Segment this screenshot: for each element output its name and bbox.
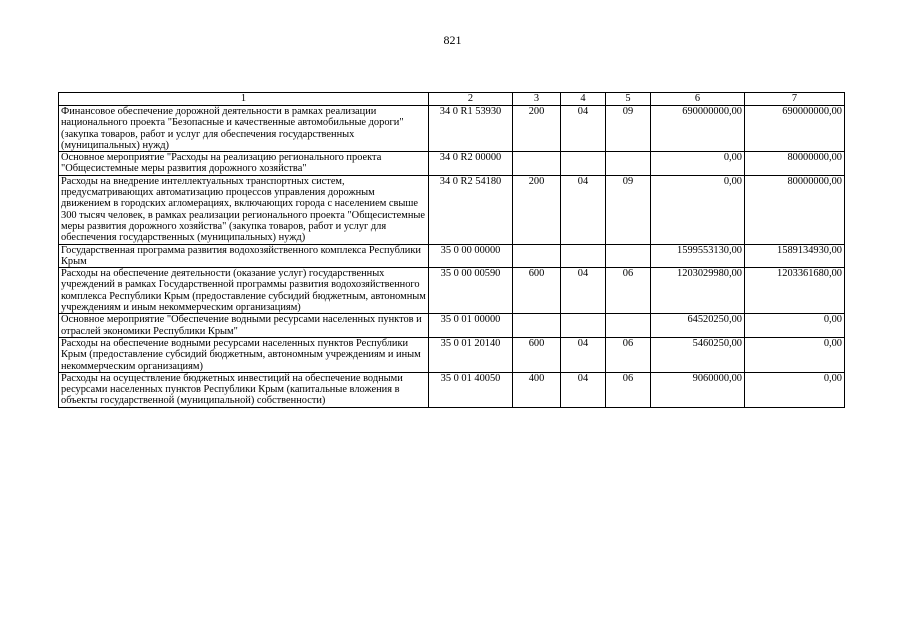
row-expense-type [513, 244, 561, 268]
header-col-4: 4 [561, 93, 606, 106]
row-expense-type: 600 [513, 337, 561, 372]
row-subsection: 06 [606, 268, 651, 314]
row-target-code: 34 0 R1 53930 [429, 106, 513, 152]
budget-table [58, 92, 845, 408]
header-col-2: 2 [429, 93, 513, 106]
row-expense-type [513, 152, 561, 176]
row-name: Расходы на обеспечение водными ресурсами населенных пунктов Республики Крым (предоставление субсидий бюджетным, автономным учреждениям и иным некоммерческим организациям) [59, 337, 429, 372]
row-subsection [606, 314, 651, 338]
row-section: 04 [561, 106, 606, 152]
header-col-3: 3 [513, 93, 561, 106]
row-sum-year-2: 0,00 [745, 337, 845, 372]
row-sum-year-1: 690000000,00 [651, 106, 745, 152]
row-sum-year-1: 0,00 [651, 175, 745, 244]
row-section: 04 [561, 337, 606, 372]
row-name: Основное мероприятие "Обеспечение водными ресурсами населенных пунктов и отраслей экономики Республики Крым" [59, 314, 429, 338]
row-sum-year-2: 80000000,00 [745, 152, 845, 176]
row-target-code: 35 0 01 20140 [429, 337, 513, 372]
table-row [59, 337, 845, 372]
row-section [561, 314, 606, 338]
row-subsection [606, 152, 651, 176]
row-section: 04 [561, 372, 606, 407]
row-sum-year-1: 64520250,00 [651, 314, 745, 338]
table-row [59, 106, 845, 152]
row-expense-type: 200 [513, 106, 561, 152]
row-target-code: 35 0 01 00000 [429, 314, 513, 338]
row-sum-year-2: 0,00 [745, 314, 845, 338]
row-target-code: 35 0 01 40050 [429, 372, 513, 407]
row-section: 04 [561, 175, 606, 244]
header-col-6: 6 [651, 93, 745, 106]
table-row [59, 244, 845, 268]
page-number: 821 [443, 33, 462, 47]
row-target-code: 35 0 00 00000 [429, 244, 513, 268]
row-sum-year-1: 9060000,00 [651, 372, 745, 407]
table-row [59, 152, 845, 176]
row-section [561, 152, 606, 176]
row-name: Финансовое обеспечение дорожной деятельности в рамках реализации национального проекта "Безопасные и качественные автомобильные дороги" (закупка товаров, работ и услуг для обеспечения государственных (муниципальных) нужд) [59, 106, 429, 152]
row-target-code: 34 0 R2 54180 [429, 175, 513, 244]
table-row [59, 314, 845, 338]
row-subsection: 09 [606, 175, 651, 244]
header-col-7: 7 [745, 93, 845, 106]
row-sum-year-1: 5460250,00 [651, 337, 745, 372]
header-col-1: 1 [59, 93, 429, 106]
row-name: Государственная программа развития водохозяйственного комплекса Республики Крым [59, 244, 429, 268]
row-name: Расходы на обеспечение деятельности (оказание услуг) государственных учреждений в рамках Государственной программы развития водохозяйственного комплекса Республики Крым (предоставление субсидий бюджетным, автономным учреждениям и иным некоммерческим организациям) [59, 268, 429, 314]
row-sum-year-2: 1589134930,00 [745, 244, 845, 268]
row-subsection: 06 [606, 337, 651, 372]
row-target-code: 35 0 00 00590 [429, 268, 513, 314]
table-row [59, 372, 845, 407]
row-expense-type: 400 [513, 372, 561, 407]
row-name: Расходы на осуществление бюджетных инвестиций на обеспечение водными ресурсами населенных пунктов Республики Крым (капитальные вложения в объекты государственной (муниципальной) собственности) [59, 372, 429, 407]
row-sum-year-2: 690000000,00 [745, 106, 845, 152]
row-subsection: 09 [606, 106, 651, 152]
row-sum-year-1: 1203029980,00 [651, 268, 745, 314]
row-subsection: 06 [606, 372, 651, 407]
row-sum-year-1: 1599553130,00 [651, 244, 745, 268]
row-sum-year-2: 1203361680,00 [745, 268, 845, 314]
row-section [561, 244, 606, 268]
table-body [59, 106, 845, 408]
table-header [59, 93, 845, 106]
row-section: 04 [561, 268, 606, 314]
row-sum-year-2: 80000000,00 [745, 175, 845, 244]
header-row [59, 93, 845, 106]
table-row [59, 175, 845, 244]
row-target-code: 34 0 R2 00000 [429, 152, 513, 176]
row-subsection [606, 244, 651, 268]
table-row [59, 268, 845, 314]
row-expense-type [513, 314, 561, 338]
row-name: Расходы на внедрение интеллектуальных транспортных систем, предусматривающих автоматизацию процессов управления дорожным движением в городских агломерациях, включающих города с населением свыше 300 тысяч человек, в рамках реализации регионального проекта "Общесистемные меры развития дорожного хозяйства" (закупка товаров, работ и услуг для обеспечения государственных (муниципальных) нужд) [59, 175, 429, 244]
row-name: Основное мероприятие "Расходы на реализацию регионального проекта "Общесистемные меры развития дорожного хозяйства" [59, 152, 429, 176]
header-col-5: 5 [606, 93, 651, 106]
row-expense-type: 200 [513, 175, 561, 244]
row-sum-year-1: 0,00 [651, 152, 745, 176]
row-sum-year-2: 0,00 [745, 372, 845, 407]
row-expense-type: 600 [513, 268, 561, 314]
